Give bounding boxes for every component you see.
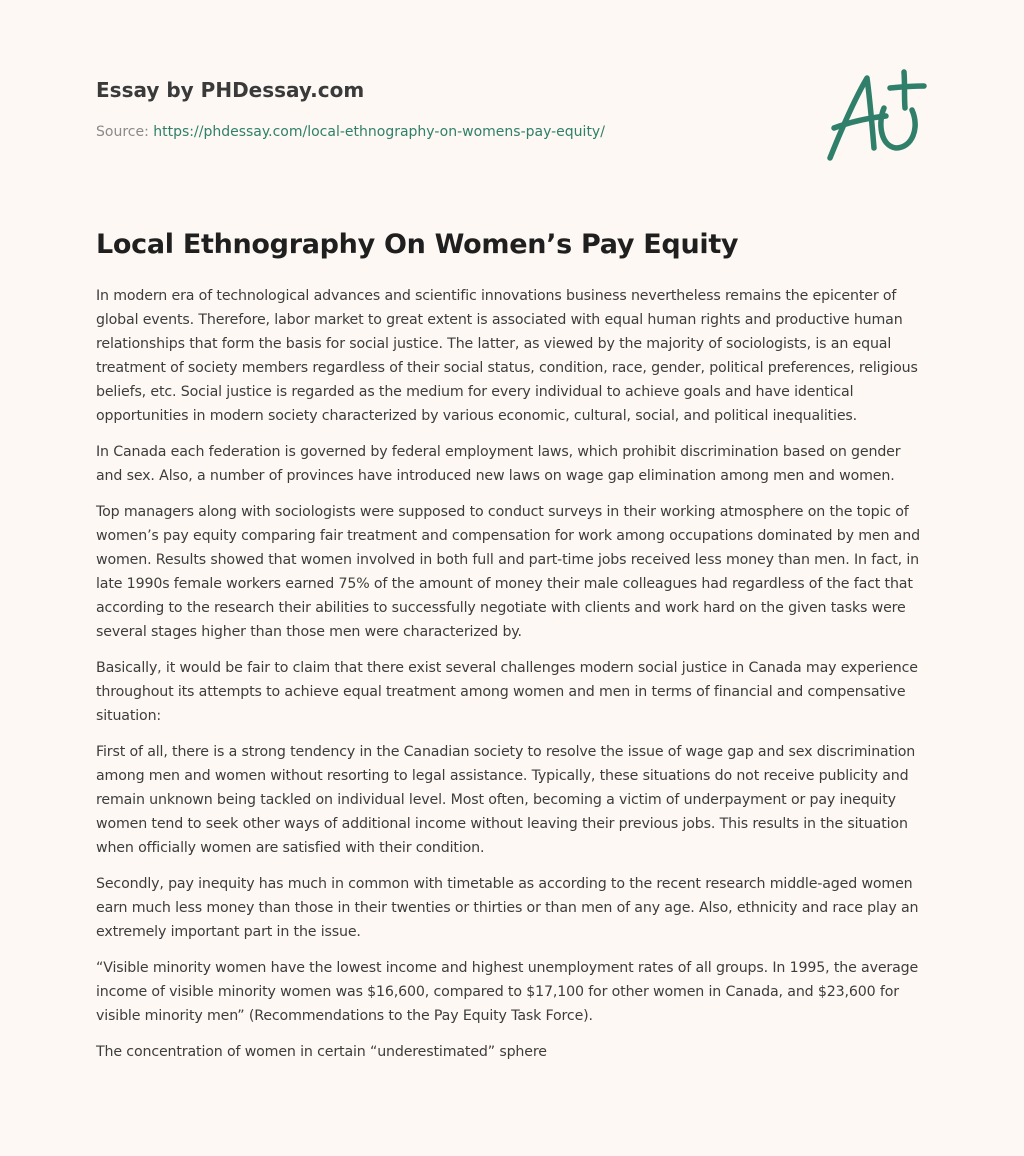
paragraph-8: The concentration of women in certain “underestimated” sphere: [96, 1044, 547, 1060]
paragraph-5: First of all, there is a strong tendency in the Canadian society to resolve the issue of wage gap and sex discrimination among men and women without resorting to legal assistance. Typically, these situations do not receive publicity and remain unknown being tackled on individual level. Most often, becoming a victim of underpayment or pay inequity women tend to seek other ways of additional income without leaving their previous jobs. This results in the situation when officially women are satisfied with their condition.: [96, 744, 916, 856]
source-label: Source:: [96, 124, 149, 140]
source-line: [96, 122, 796, 142]
paragraph-4: Basically, it would be fair to claim that there exist several challenges modern social justice in Canada may experience throughout its attempts to achieve equal treatment among women and men in terms of financial and compensative situation:: [96, 660, 918, 724]
paragraph-2: In Canada each federation is governed by federal employment laws, which prohibit discrimination based on gender and sex. Also, a number of provinces have introduced new laws on wage gap elimination among men and women.: [96, 444, 901, 484]
paragraph-3: Top managers along with sociologists were supposed to conduct surveys in their working atmosphere on the topic of women’s pay equity comparing fair treatment and compensation for work among occupations dominated by men and women. Results showed that women involved in both full and part-time jobs received less money than men. In fact, in late 1990s female workers earned 75% of the amount of money their male colleagues had regardless of the fact that according to the research their abilities to successfully negotiate with clients and work hard on the given tasks were several stages higher than those men were characterized by.: [96, 504, 920, 640]
a-plus-logo-icon: [820, 66, 930, 166]
quote-paragraph: “Visible minority women have the lowest income and highest unemployment rates of all groups. In 1995, the average income of visible minority women was $16,600, compared to $17,100 for other women in Canada, and $23,600 for visible minority men” (Recommendations to the Pay Equity Task Force).: [96, 960, 919, 1024]
essay-title: Local Ethnography On Women’s Pay Equity: [96, 229, 739, 260]
source-link[interactable]: https://phdessay.com/local-ethnography-on-womens-pay-equity/: [153, 124, 605, 140]
site-title: Essay by PHDessay.com: [96, 78, 365, 102]
paragraph-6: Secondly, pay inequity has much in common with timetable as according to the recent research middle-aged women earn much less money than those in their twenties or thirties or than men of any age. Also, ethnicity and race play an extremely important part in the issue.: [96, 876, 919, 940]
essay-content: [96, 226, 928, 1076]
page-header: [96, 76, 796, 142]
paragraph-1: In modern era of technological advances and scientific innovations business nevertheless remains the epicenter of global events. Therefore, labor market to great extent is associated with equal human rights and productive human relationships that form the basis for social justice. The latter, as viewed by the majority of sociologists, is an equal treatment of society members regardless of their social status, condition, race, gender, political preferences, religious beliefs, etc. Social justice is regarded as the medium for every individual to achieve goals and have identical opportunities in modern society characterized by various economic, cultural, social, and political inequalities.: [96, 288, 918, 424]
